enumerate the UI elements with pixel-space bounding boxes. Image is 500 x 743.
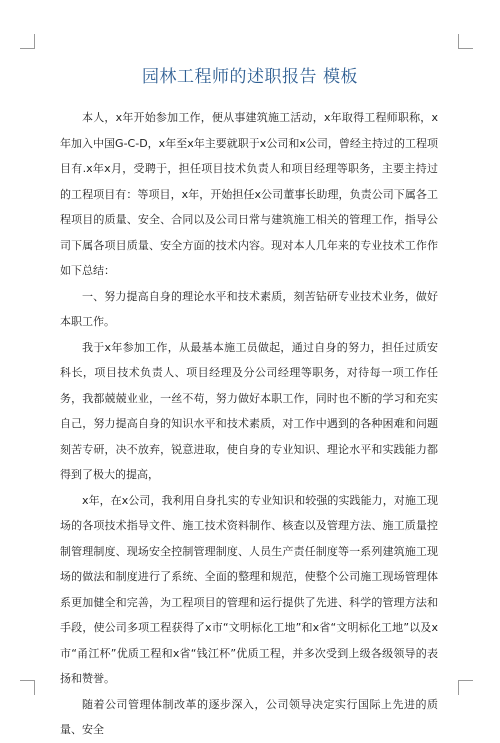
- paragraph-achievements: x年，在x公司，我利用自身扎实的专业知识和较强的实践能力，对施工现场的各项技术指导文件、施工技术资料制作、核查以及管理方法、施工质量控制管理制度、现场安全控制管理制度、人员生产责任制度等一系列建筑施工现场的做法和制度进行了系统、全面的整理和规范，使整个公司施工现场管理体系更加健全和完善，为工程项目的管理和运行提供了先进、科学的管理方法和手段，使公司多项工程获得了x市“文明标化工地”和x省“文明标化工地”以及x市“甬江杯”优质工程和x省“钱江杯”优质工程，并多次受到上级各级领导的表扬和赞誉。: [60, 493, 438, 685]
- paragraph-intro: 本人，x年开始参加工作，便从事建筑施工活动，x年取得工程师职称，x年加入中国G-C-D，x年至x年主要就职于x公司和x公司，曾经主持过的工程项目有.x年x月，受聘于，担任项目技术负责人和项目经理等职务，主要主持过的工程项目有：等项目，x年，开始担任x公司董事长助理，负责公司下属各工程项目的质量、安全、合同以及公司日常与建筑施工相关的管理工作，指导公司下属各项目质量、安全方面的技术内容。现对本人几年来的专业技术工作作如下总结：: [60, 111, 438, 277]
- paragraph-section-heading: 一、努力提高自身的理论水平和技术素质，刻苦钻研专业技术业务，做好本职工作。: [60, 289, 438, 328]
- crop-mark-bottom-right: [458, 680, 473, 695]
- crop-mark-top-left: [20, 34, 35, 49]
- crop-mark-bottom-left: [20, 680, 35, 695]
- document-title: 园林工程师的述职报告 模板: [142, 67, 358, 87]
- paragraph-work-history: 我于x年参加工作，从最基本施工员做起，通过自身的努力，担任过质安科长，项目技术负责人、项目经理及分公司经理等职务，对待每一项工作任务，我都兢兢业业，一丝不苟，努力做好本职工作，同时也不断的学习和充实自己，努力提高自身的知识水平和技术素质，对工作中遇到的各种困难和问题刻苦专研，决不放弃，锐意进取，使自身的专业知识、理论水平和实践能力都得到了极大的提高，: [60, 340, 438, 481]
- paragraph-reform: 随着公司管理体制改革的逐步深入，公司领导决定实行国际上先进的质量、安全: [60, 697, 438, 736]
- crop-mark-top-right: [458, 34, 473, 49]
- document-body: [60, 105, 438, 743]
